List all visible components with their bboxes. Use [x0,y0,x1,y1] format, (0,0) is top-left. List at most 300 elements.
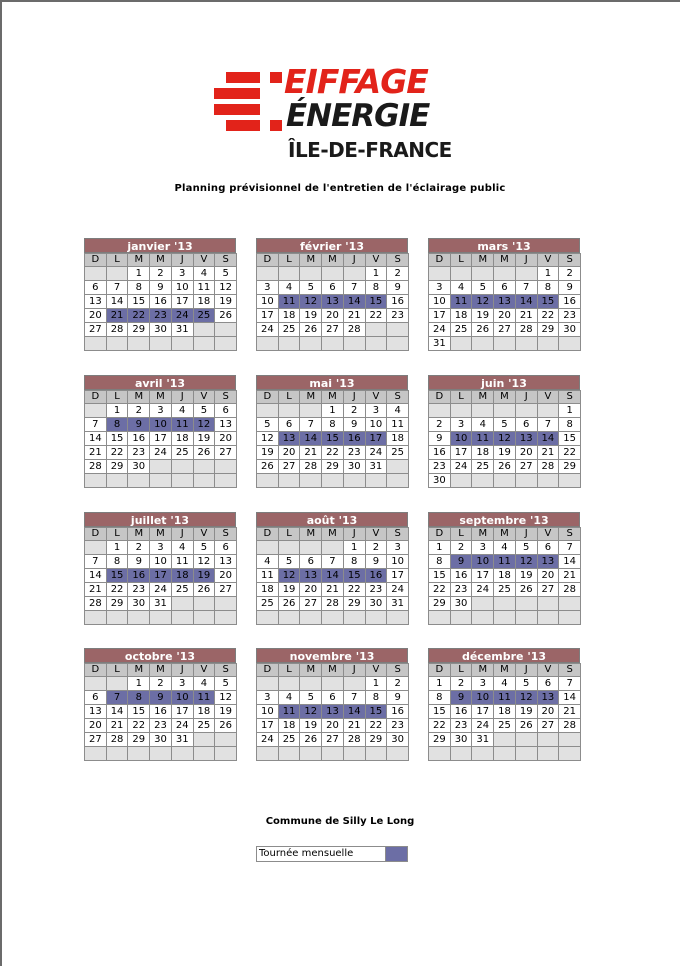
day-cell: 4 [193,676,216,691]
day-cell: 7 [321,554,344,569]
empty-cell [428,746,451,761]
weekday-header: M [299,390,322,404]
day-cell: 15 [127,294,150,309]
empty-cell [171,610,194,625]
weekday-header: D [256,253,279,267]
day-cell: 26 [214,718,237,733]
empty-cell [537,732,560,747]
day-cell: 16 [127,568,150,583]
day-cell: 11 [493,554,516,569]
weekday-header: S [214,390,237,404]
day-cell: 15 [365,294,388,309]
day-cell: 22 [343,582,366,597]
day-cell: 18 [493,704,516,719]
day-cell: 19 [193,568,216,583]
day-cell: 4 [386,403,409,418]
empty-cell [515,403,538,418]
day-cell: 30 [127,459,150,474]
weekday-header: V [537,663,560,677]
day-cell: 29 [365,732,388,747]
weekday-header: L [106,527,129,541]
day-cell: 26 [299,732,322,747]
legend-label: Tournée mensuelle [256,846,386,862]
day-cell: 9 [127,554,150,569]
day-cell: 30 [558,322,581,337]
day-cell: 1 [127,266,150,281]
month-calendar [256,648,408,760]
day-cell: 13 [214,554,237,569]
empty-cell [278,473,301,488]
empty-cell [537,596,560,611]
day-cell: 14 [84,431,107,446]
weekday-header: D [256,390,279,404]
empty-cell [171,459,194,474]
empty-cell [386,336,409,351]
day-cell: 29 [428,732,451,747]
empty-cell [493,266,516,281]
empty-cell [558,336,581,351]
document-title: Planning prévisionnel de l'entretien de l'éclairage public [174,183,506,194]
day-cell: 28 [558,718,581,733]
day-cell: 10 [365,417,388,432]
day-cell: 25 [493,718,516,733]
month-calendar [428,238,580,350]
empty-cell [537,746,560,761]
day-cell: 6 [214,540,237,555]
weekday-header: M [471,663,494,677]
weekday-header: M [149,253,172,267]
day-cell: 27 [321,732,344,747]
empty-cell [515,473,538,488]
day-cell: 23 [127,582,150,597]
day-cell: 9 [365,554,388,569]
day-cell: 1 [558,403,581,418]
day-cell: 25 [171,582,194,597]
day-cell: 30 [428,473,451,488]
day-cell: 12 [515,554,538,569]
day-cell: 12 [214,690,237,705]
day-cell: 15 [365,704,388,719]
weekday-header: J [171,663,194,677]
day-cell: 3 [149,403,172,418]
weekday-header: V [537,253,560,267]
day-cell: 26 [493,459,516,474]
empty-cell [106,676,129,691]
day-cell: 19 [493,445,516,460]
empty-cell [127,336,150,351]
day-cell: 26 [193,582,216,597]
day-cell: 23 [149,718,172,733]
day-cell: 9 [386,280,409,295]
day-cell: 30 [343,459,366,474]
day-cell: 16 [149,704,172,719]
day-cell: 13 [84,294,107,309]
day-cell: 3 [171,676,194,691]
empty-cell [278,676,301,691]
empty-cell [193,322,216,337]
weekday-header: J [171,390,194,404]
day-cell: 28 [343,322,366,337]
day-cell: 31 [171,322,194,337]
empty-cell [493,403,516,418]
empty-cell [256,403,279,418]
day-cell: 28 [299,459,322,474]
empty-cell [428,266,451,281]
page-border-top [0,0,680,2]
day-cell: 6 [299,554,322,569]
day-cell: 27 [515,459,538,474]
month-title: mai '13 [256,375,408,390]
empty-cell [84,746,107,761]
logo-energie: ÉNERGIE [286,98,430,134]
weekday-header: V [365,663,388,677]
day-cell: 24 [365,445,388,460]
day-cell: 18 [171,431,194,446]
day-cell: 25 [193,718,216,733]
day-cell: 1 [428,540,451,555]
day-cell: 25 [386,445,409,460]
day-cell: 5 [299,690,322,705]
day-cell: 7 [537,417,560,432]
month-title: septembre '13 [428,512,580,527]
day-cell: 18 [386,431,409,446]
day-cell: 27 [84,732,107,747]
day-cell: 20 [537,704,560,719]
day-cell: 6 [493,280,516,295]
day-cell: 20 [84,718,107,733]
day-cell: 19 [214,294,237,309]
day-cell: 12 [515,690,538,705]
day-cell: 12 [471,294,494,309]
day-cell: 3 [450,417,473,432]
day-cell: 15 [558,431,581,446]
month-calendar [84,238,236,350]
empty-cell [84,403,107,418]
weekday-header: M [321,390,344,404]
day-cell: 18 [278,308,301,323]
weekday-header: D [428,527,451,541]
day-cell: 9 [149,280,172,295]
day-cell: 4 [493,676,516,691]
day-cell: 31 [149,596,172,611]
weekday-header: M [299,663,322,677]
day-cell: 1 [537,266,560,281]
empty-cell [256,676,279,691]
weekday-header: M [493,253,516,267]
day-cell: 5 [214,676,237,691]
day-cell: 16 [428,445,451,460]
weekday-header: M [299,253,322,267]
weekday-header: M [471,527,494,541]
day-cell: 1 [106,540,129,555]
weekday-header: L [106,663,129,677]
day-cell: 13 [84,704,107,719]
legend-swatch [386,846,408,862]
empty-cell [256,473,279,488]
weekday-header: M [127,663,150,677]
day-cell: 28 [321,596,344,611]
day-cell: 21 [106,718,129,733]
day-cell: 4 [493,540,516,555]
weekday-header: M [321,253,344,267]
empty-cell [321,746,344,761]
weekday-header: S [386,253,409,267]
day-cell: 31 [471,732,494,747]
month-calendar [84,648,236,760]
day-cell: 6 [537,540,560,555]
day-cell: 23 [343,445,366,460]
day-cell: 4 [278,690,301,705]
weekday-header: D [84,527,107,541]
day-cell: 7 [106,280,129,295]
day-cell: 10 [450,431,473,446]
empty-cell [278,336,301,351]
day-cell: 12 [193,554,216,569]
weekday-header: M [321,527,344,541]
empty-cell [493,473,516,488]
weekday-header: V [537,527,560,541]
empty-cell [256,266,279,281]
day-cell: 29 [106,596,129,611]
day-cell: 8 [428,690,451,705]
weekday-header: S [386,390,409,404]
day-cell: 16 [450,704,473,719]
day-cell: 29 [127,322,150,337]
day-cell: 2 [149,266,172,281]
day-cell: 11 [278,294,301,309]
day-cell: 18 [471,445,494,460]
month-title: mars '13 [428,238,580,253]
day-cell: 30 [149,732,172,747]
weekday-header: D [84,390,107,404]
day-cell: 16 [450,568,473,583]
day-cell: 5 [515,540,538,555]
day-cell: 24 [450,459,473,474]
day-cell: 25 [450,322,473,337]
empty-cell [558,473,581,488]
weekday-header: M [149,663,172,677]
day-cell: 17 [428,308,451,323]
empty-cell [365,473,388,488]
day-cell: 26 [471,322,494,337]
day-cell: 31 [386,596,409,611]
day-cell: 18 [278,718,301,733]
month-day-grid [256,253,408,350]
day-cell: 20 [299,582,322,597]
empty-cell [106,266,129,281]
empty-cell [450,266,473,281]
day-cell: 6 [84,280,107,295]
day-cell: 10 [171,280,194,295]
day-cell: 16 [386,704,409,719]
empty-cell [299,746,322,761]
weekday-header: S [386,663,409,677]
day-cell: 12 [493,431,516,446]
empty-cell [299,266,322,281]
empty-cell [343,473,366,488]
day-cell: 23 [558,308,581,323]
day-cell: 25 [493,582,516,597]
day-cell: 10 [471,554,494,569]
weekday-header: M [299,527,322,541]
month-day-grid [428,663,580,760]
empty-cell [471,596,494,611]
day-cell: 6 [84,690,107,705]
empty-cell [149,610,172,625]
empty-cell [171,596,194,611]
day-cell: 24 [471,718,494,733]
day-cell: 29 [558,459,581,474]
empty-cell [450,336,473,351]
day-cell: 8 [365,690,388,705]
day-cell: 21 [84,445,107,460]
empty-cell [299,540,322,555]
day-cell: 25 [171,445,194,460]
day-cell: 4 [256,554,279,569]
day-cell: 7 [515,280,538,295]
day-cell: 12 [299,704,322,719]
empty-cell [127,473,150,488]
day-cell: 18 [493,568,516,583]
day-cell: 7 [84,554,107,569]
day-cell: 15 [321,431,344,446]
day-cell: 28 [558,582,581,597]
day-cell: 19 [278,582,301,597]
empty-cell [343,676,366,691]
empty-cell [343,610,366,625]
day-cell: 30 [149,322,172,337]
day-cell: 25 [471,459,494,474]
weekday-header: L [450,253,473,267]
day-cell: 1 [127,676,150,691]
day-cell: 26 [256,459,279,474]
empty-cell [84,610,107,625]
day-cell: 2 [365,540,388,555]
day-cell: 31 [428,336,451,351]
month-title: juin '13 [428,375,580,390]
empty-cell [493,610,516,625]
empty-cell [299,403,322,418]
day-cell: 25 [278,322,301,337]
day-cell: 18 [193,294,216,309]
empty-cell [193,473,216,488]
day-cell: 21 [343,308,366,323]
day-cell: 8 [558,417,581,432]
day-cell: 11 [386,417,409,432]
month-calendar [84,375,236,487]
day-cell: 15 [127,704,150,719]
day-cell: 9 [127,417,150,432]
empty-cell [343,336,366,351]
day-cell: 2 [127,540,150,555]
day-cell: 7 [106,690,129,705]
day-cell: 16 [386,294,409,309]
empty-cell [106,746,129,761]
weekday-header: J [343,390,366,404]
day-cell: 28 [537,459,560,474]
day-cell: 19 [256,445,279,460]
logo-eiffage: EIFFAGE [284,62,428,101]
empty-cell [321,676,344,691]
empty-cell [214,459,237,474]
day-cell: 21 [321,582,344,597]
day-cell: 25 [256,596,279,611]
empty-cell [171,336,194,351]
day-cell: 9 [386,690,409,705]
weekday-header: J [515,253,538,267]
day-cell: 27 [537,582,560,597]
day-cell: 14 [106,704,129,719]
empty-cell [193,459,216,474]
day-cell: 22 [106,582,129,597]
empty-cell [321,266,344,281]
weekday-header: M [471,390,494,404]
day-cell: 15 [537,294,560,309]
weekday-header: V [193,663,216,677]
weekday-header: J [343,527,366,541]
day-cell: 24 [256,732,279,747]
weekday-header: V [365,390,388,404]
day-cell: 25 [193,308,216,323]
day-cell: 6 [537,676,560,691]
day-cell: 17 [256,718,279,733]
day-cell: 9 [428,431,451,446]
day-cell: 24 [149,582,172,597]
day-cell: 18 [450,308,473,323]
day-cell: 27 [84,322,107,337]
empty-cell [193,610,216,625]
empty-cell [149,473,172,488]
day-cell: 29 [537,322,560,337]
empty-cell [321,336,344,351]
day-cell: 22 [127,308,150,323]
day-cell: 29 [106,459,129,474]
day-cell: 1 [343,540,366,555]
weekday-header: M [149,527,172,541]
empty-cell [321,540,344,555]
day-cell: 30 [365,596,388,611]
month-title: décembre '13 [428,648,580,663]
day-cell: 21 [515,308,538,323]
day-cell: 5 [214,266,237,281]
day-cell: 2 [149,676,172,691]
day-cell: 17 [256,308,279,323]
weekday-header: M [493,527,516,541]
empty-cell [106,610,129,625]
day-cell: 20 [278,445,301,460]
day-cell: 7 [343,280,366,295]
day-cell: 14 [515,294,538,309]
day-cell: 8 [343,554,366,569]
empty-cell [321,473,344,488]
empty-cell [493,596,516,611]
empty-cell [84,473,107,488]
day-cell: 19 [515,568,538,583]
day-cell: 23 [450,718,473,733]
day-cell: 13 [515,431,538,446]
weekday-header: V [193,527,216,541]
empty-cell [558,732,581,747]
day-cell: 26 [278,596,301,611]
empty-cell [214,610,237,625]
empty-cell [471,473,494,488]
day-cell: 28 [84,596,107,611]
day-cell: 15 [106,568,129,583]
day-cell: 21 [537,445,560,460]
day-cell: 2 [450,540,473,555]
day-cell: 19 [299,718,322,733]
empty-cell [365,336,388,351]
